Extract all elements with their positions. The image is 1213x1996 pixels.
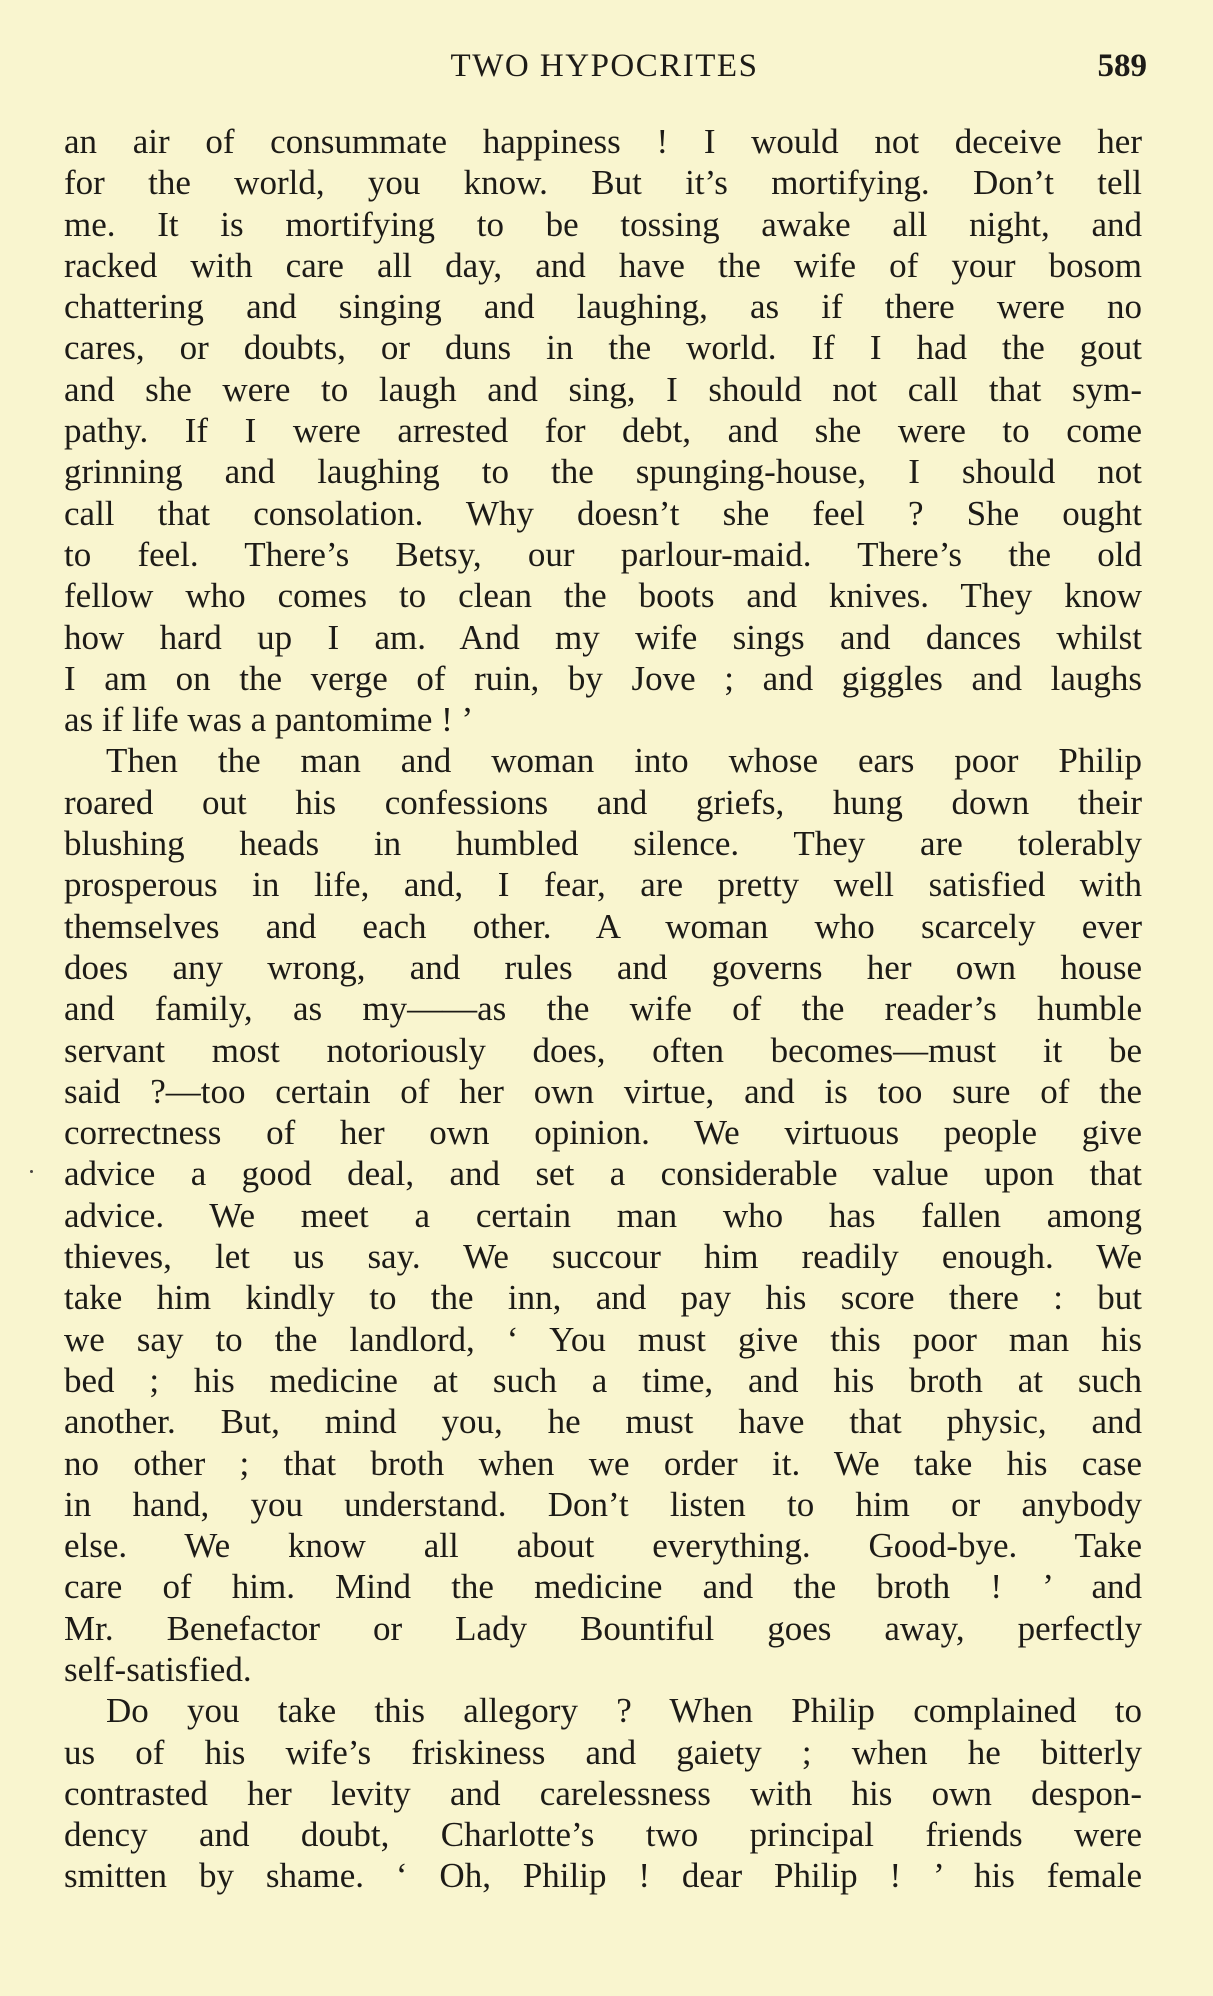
- text-line: no other ; that broth when we order it. We take his case: [64, 1443, 1142, 1483]
- text-line: and she were to laugh and sing, I should not call that sym-: [64, 369, 1142, 409]
- text-line: correctness of her own opinion. We virtuous people give: [64, 1113, 1142, 1153]
- text-line: blushing heads in humbled silence. They are tolerably: [64, 824, 1142, 864]
- page-number: 589: [1097, 48, 1147, 84]
- print-speck: [30, 1170, 33, 1173]
- text-line: advice. We meet a certain man who has fallen among: [64, 1195, 1142, 1235]
- text-line: as if life was a pantomime ! ’: [64, 700, 474, 740]
- text-line: Mr. Benefactor or Lady Bountiful goes away, perfectly: [64, 1608, 1142, 1648]
- text-line: else. We know all about everything. Good-bye. Take: [64, 1526, 1142, 1566]
- running-head: [62, 44, 1147, 88]
- text-line: said ?—too certain of her own virtue, and is too sure of the: [64, 1071, 1142, 1111]
- text-line: pathy. If I were arrested for debt, and she were to come: [64, 411, 1142, 451]
- text-line: and family, as my——as the wife of the reader’s humble: [64, 989, 1142, 1029]
- text-line: self-satisfied.: [64, 1649, 252, 1689]
- text-line: Do you take this allegory ? When Philip complained to: [106, 1691, 1142, 1731]
- text-line: us of his wife’s friskiness and gaiety ; when he bitterly: [64, 1732, 1142, 1772]
- text-line: me. It is mortifying to be tossing awake all night, and: [64, 204, 1142, 244]
- text-line: call that consolation. Why doesn’t she feel ? She ought: [64, 493, 1142, 533]
- text-line: smitten by shame. ‘ Oh, Philip ! dear Philip ! ’ his female: [64, 1856, 1142, 1896]
- text-line: in hand, you understand. Don’t listen to him or anybody: [64, 1484, 1142, 1524]
- text-line: care of him. Mind the medicine and the broth ! ’ and: [64, 1567, 1142, 1607]
- text-line: Then the man and woman into whose ears poor Philip: [106, 741, 1142, 781]
- text-line: I am on the verge of ruin, by Jove ; and giggles and laughs: [64, 658, 1142, 698]
- text-line: racked with care all day, and have the wife of your bosom: [64, 245, 1142, 285]
- text-line: prosperous in life, and, I fear, are pretty well satisfied with: [64, 865, 1142, 905]
- text-line: take him kindly to the inn, and pay his score there : but: [64, 1278, 1142, 1318]
- body-text: [64, 121, 1142, 1897]
- text-line: to feel. There’s Betsy, our parlour-maid. There’s the old: [64, 534, 1142, 574]
- text-line: advice a good deal, and set a considerable value upon that: [64, 1154, 1142, 1194]
- text-line: themselves and each other. A woman who scarcely ever: [64, 906, 1142, 946]
- text-line: thieves, let us say. We succour him readily enough. We: [64, 1237, 1142, 1277]
- text-line: another. But, mind you, he must have that physic, and: [64, 1402, 1142, 1442]
- text-line: for the world, you know. But it’s mortifying. Don’t tell: [64, 163, 1142, 203]
- text-line: bed ; his medicine at such a time, and his broth at such: [64, 1360, 1142, 1400]
- text-line: chattering and singing and laughing, as if there were no: [64, 287, 1142, 327]
- text-line: we say to the landlord, ‘ You must give this poor man his: [64, 1319, 1142, 1359]
- text-line: cares, or doubts, or duns in the world. If I had the gout: [64, 328, 1142, 368]
- text-line: roared out his confessions and griefs, hung down their: [64, 782, 1142, 822]
- text-line: dency and doubt, Charlotte’s two principal friends were: [64, 1815, 1142, 1855]
- text-line: contrasted her levity and carelessness with his own despon-: [64, 1773, 1142, 1813]
- text-line: servant most notoriously does, often becomes—must it be: [64, 1030, 1142, 1070]
- text-line: does any wrong, and rules and governs her own house: [64, 947, 1142, 987]
- running-title: TWO HYPOCRITES: [450, 48, 759, 84]
- text-line: grinning and laughing to the spunging-house, I should not: [64, 452, 1142, 492]
- text-line: fellow who comes to clean the boots and knives. They know: [64, 576, 1142, 616]
- text-line: an air of consummate happiness ! I would not deceive her: [64, 122, 1142, 161]
- text-line: how hard up I am. And my wife sings and dances whilst: [64, 617, 1142, 657]
